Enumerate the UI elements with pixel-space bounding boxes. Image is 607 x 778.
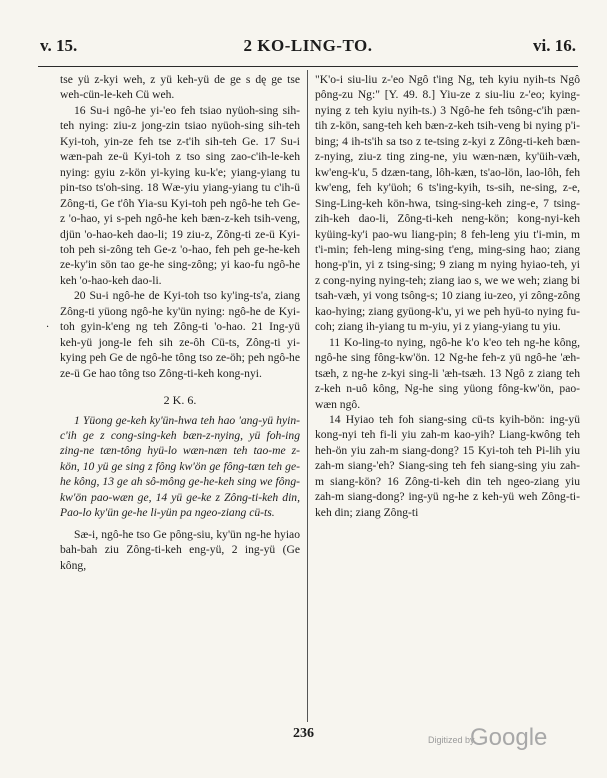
header-verse-right: vi. 16. bbox=[533, 36, 576, 55]
left-column bbox=[60, 72, 300, 573]
page-number: 236 bbox=[293, 726, 314, 741]
margin-mark: · bbox=[46, 322, 50, 333]
column-divider bbox=[307, 70, 308, 722]
header-verse-left: v. 15. bbox=[40, 36, 78, 55]
paragraph: tse yü z-kyi weh, z yü keh-yü de ge s dę ge tse weh-cün-le-keh Cü weh. bbox=[60, 73, 300, 102]
right-column bbox=[315, 72, 580, 520]
digitized-by-label: Digitized by bbox=[428, 735, 475, 745]
paragraph: 20 Su-i ngô-he de Kyi-toh tso ky'ing-ts'a, ziang Zông-ti yüong ngô-he ky'ün nying: ngô-he de Kyi-toh gyin-k'eng ng teh Zông-ti 'o-hao. 21 Ing-yü keh-yü jong-le feh sih ze-ôh Cü-ts, Zông-ti yi-kying peh Ge de ngô-he tông tso ze-öh; peh ngô-he ze-ü Ge hao tông tso Zông-ti-keh kong-nyi. bbox=[60, 289, 300, 380]
paragraph: Sæ-i, ngô-he tso Ge pông-siu, ky'ün ng-he hyiao bah-bah ziu Zông-ti-keh eng-yü, 2 ing-yü (Ge kông, bbox=[60, 527, 300, 572]
paragraph: 14 Hyiao teh foh siang-sing cü-ts kyih-bön: ing-yü kong-nyi teh fi-li yiu zah-m kao-yih? Liang-kwông teh heh-ön yiu zah-m siang-dong? 15 Kyi-toh teh Pi-lih yiu zah-m siang-'eh? Siang-sing teh feh siang-sing yiu zah-m siang-kön? 16 Zông-ti-keh din teh ngeo-ziang yiu zah-m siang-dong? ing-yü ng-he z keh-yü weh Zông-ti-keh din; ziang Zông-ti bbox=[315, 412, 580, 519]
header-book-title: 2 KO-LING-TO. bbox=[243, 36, 373, 55]
google-watermark: Google bbox=[470, 724, 548, 751]
paragraph: 16 Su-i ngô-he yi-'eo feh tsiao nyüoh-sing sih-teh nying: ziu-z jong-zin tsiao nyüoh-sing sih-teh Kyi-toh, yin-ze feh tse z-t'ih sih-teh Ge. 17 Su-i wæn-pah ze-ü Kyi-toh z tso sing zao-c'ih-le-keh nying: gyiu z-kön yi-kying ku-k'e; yiang-yiang tu pin-tso ts'oh-sing. 18 Wæ-yiu yiang-yiang tu c'ih-ü Zông-ti, Ge t'ôh Yia-su Kyi-toh peh ngô-he teh Ge-z 'o-hao, yi s-peh ngô-he keh bæn-z-keh tsih-veng, djün 'o-hao-keh dao-li; 19 ziu-z, Zông-ti ze-ü Kyi-toh peh si-zông teh Ge-z 'o-hao, feh peh ge-he-keh ze-ky'in sön tao ge-he sing-zông; yi kao-fu ngô-he keh 'o-hao-keh dao-li. bbox=[60, 103, 300, 287]
chapter-summary: 1 Yüong ge-keh ky'ün-hwa teh hao 'ang-yü hyin-c'ih ge z cong-sing-keh bæn-z-nying, yü foh-ing zing-ne tæn-tông hyü-lo wæn-næn teh tao-me z-kön, 10 yü ge sing z fông kw'ön ge fông-tæn teh ge-he kông, 13 ge ah sô-mông ge-he-keh sing we fông-kw'ön pao-wæn ge, 14 yü ge-ke z Zông-ti-keh din, Pao-lo ky'ün ge-he li-yün pa ngeo-ziang cü-ts. bbox=[60, 413, 300, 520]
chapter-heading: 2 K. 6. bbox=[163, 393, 197, 408]
paragraph: 11 Ko-ling-to nying, ngô-he k'o k'eo teh ng-he kông, ngô-he sing fông-kw'ön. 12 Ng-he feh-z yü ngô-he 'æh-tsæh, z ng-he z-kyi sing-li 'æh-tsæh. 13 Ngô z ziang teh z-keh n-uô kông, Ng-he sing yüong fông-kw'ön, pao-wæn ngô. bbox=[315, 335, 580, 411]
paragraph: "K'o-i siu-liu z-'eo Ngô t'ing Ng, teh kyiu nyih-ts Ngô pông-zu Ng:" [Y. 49. 8.] Yiu-ze z siu-liu z-'eo; kying-nying z teh kyiu nyih-ts.) 3 Ngô-he feh tsông-c'ih pæn-tih z-kön, sang-teh keh bæn-z-keh tsih-veng bi nying p'i-bing; 4 ih-ts'ih sa tso z te-tsing z-kyi z Zông-ti-keh bæn-z-nying, ziu-z ting zing-ne, yiu wæn-næn, ky'üih-væh, kw'eng-k'u, 5 dzæn-tang, lôh-kæn, ts'ao-lön, lao-lôh, feh kw'eng, feh ky'üoh; 6 ts'ing-kyih, ts-sih, ne-sing, z-e, Sing-Ling-keh kön-hwa, tsing-sing-keh zing-e, 7 tsing-zih-keh dao-li, Zông-ti-keh neng-kön; kong-nyi-keh kyüing-ky'i pao-wu liang-pin; 8 feh-leng yiu t'i-min, m t'i-min; feh-leng ming-sing t'eng, ming-sing hao; ziang hong-p'in, yi z tsing-sing; 9 ziang m nying hyiao-teh, yi z cong-nying nying-teh; ziang iao s, we we weh; ziang bi tsah-væh, yi vong tsông-s; 10 ziang iu-zeo, yi zông-zông kao-hying; ziang gyüong-k'u, yi we peh hyü-to nying fu-coh; ziang ih-yiang tu m-yiu, yi z yiang-yiang tu yiu. bbox=[315, 73, 580, 334]
header-rule bbox=[38, 66, 578, 67]
running-header bbox=[40, 36, 576, 60]
